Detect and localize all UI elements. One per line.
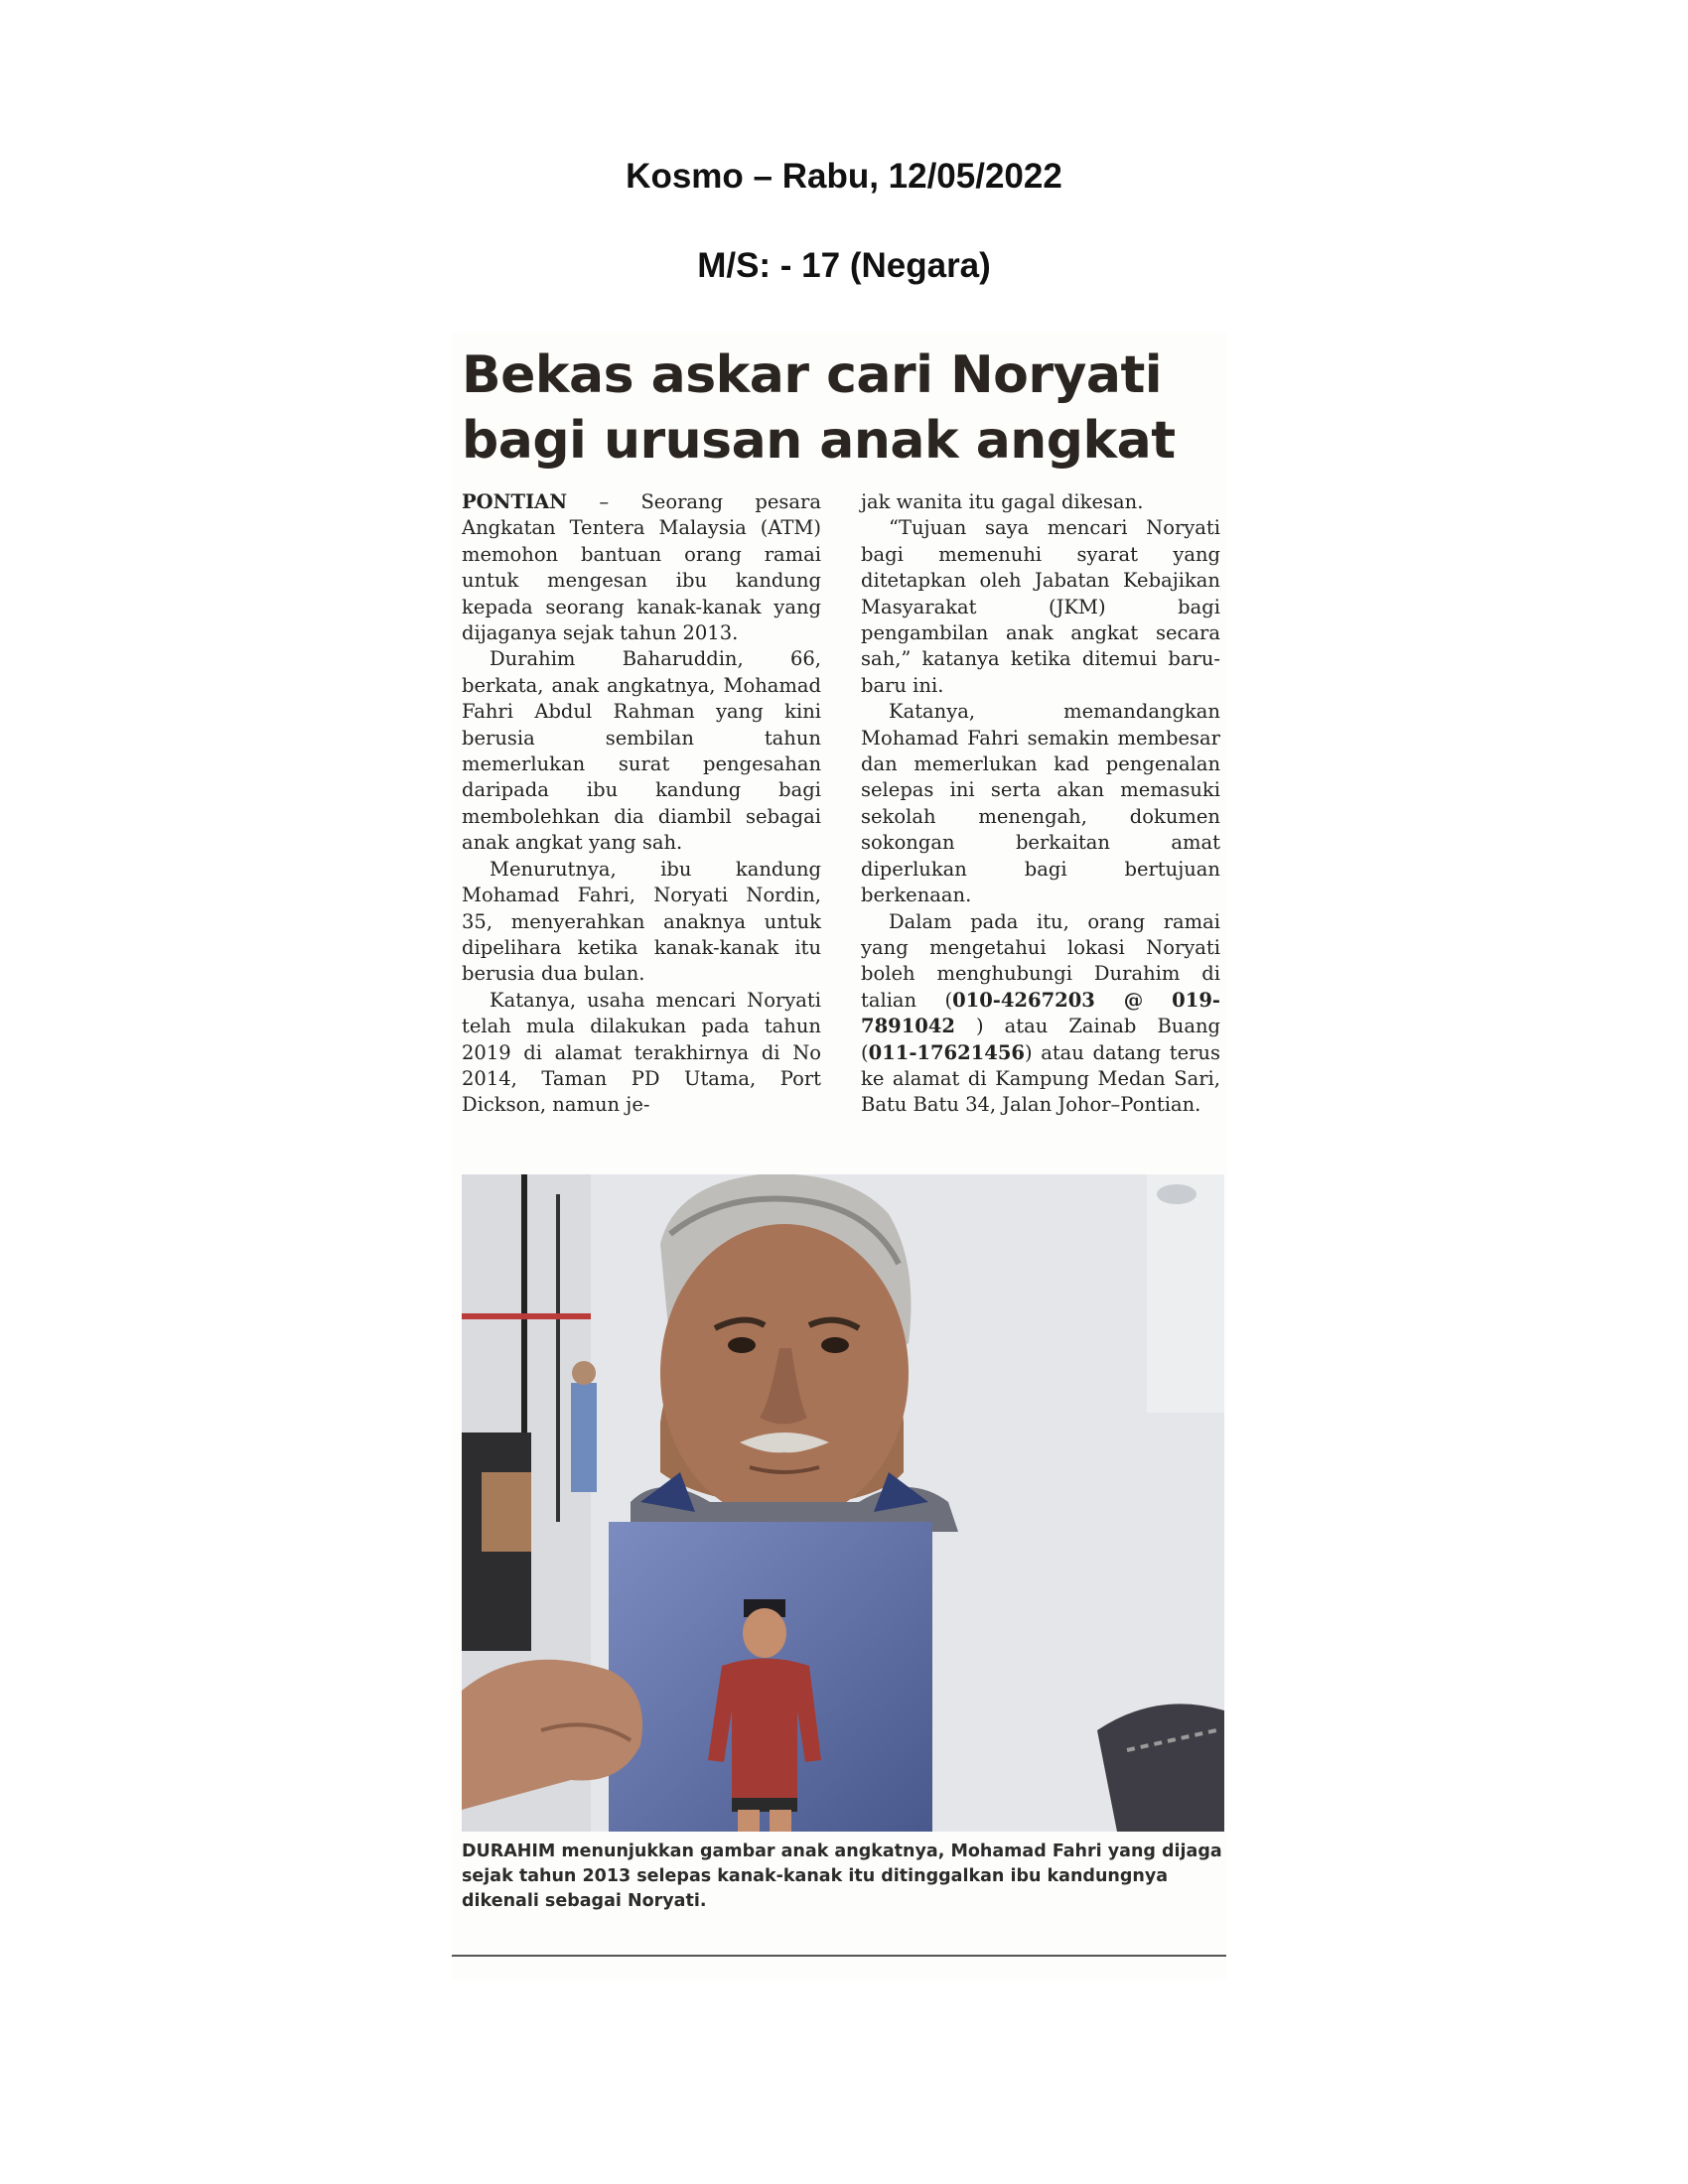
photo-caption [462, 1840, 1224, 1914]
caption-name: DURAHIM [462, 1842, 556, 1861]
paragraph: Katanya, memandangkan Mohamad Fahri semakin membesar dan memerlukan kad pengenalan selepas ini serta akan memasuki sekolah menengah, dokumen sokongan berkaitan amat diperlukan bagi bertujuan berkenaan. [861, 700, 1220, 907]
page-line: M/S: - 17 (Negara) [697, 246, 991, 285]
photo-illustration [462, 1174, 1224, 1832]
paragraph: “Tujuan saya mencari Noryati bagi memenuhi syarat yang ditetapkan oleh Jabatan Kebajikan Masyarakat (JKM) bagi pengambilan anak angkat secara sah,” katanya ketika ditemui baru-baru ini. [861, 516, 1220, 697]
paragraph [462, 489, 821, 646]
phone-number: 011-17621456 [868, 1040, 1025, 1064]
paragraph-text: – Seorang pesara Angkatan Tentera Malaysia (ATM) memohon bantuan orang ramai untuk mengesan ibu kandung kepada seorang kanak-kanak yang dijaganya sejak tahun 2013. [462, 490, 821, 645]
bottom-rule [452, 1955, 1226, 1957]
paragraph: Katanya, usaha mencari Noryati telah mula dilakukan pada tahun 2019 di alamat terakhirnya di No 2014, Taman PD Utama, Port Dickson, namun je- [462, 988, 821, 1117]
article-photo [462, 1174, 1224, 1832]
headline-line-2: bagi urusan anak angkat [462, 411, 1176, 471]
paragraph [861, 909, 1220, 1119]
phone-number: 010-4267203 @ 019-7891042 [861, 988, 1220, 1038]
paragraph: Durahim Baharuddin, 66, berkata, anak angkatnya, Mohamad Fahri Abdul Rahman yang kini berusia sembilan tahun memerlukan surat pengesahan daripada ibu kandung bagi membolehkan dia diambil sebagai anak angkat yang sah. [462, 647, 821, 855]
article-column-left [462, 489, 821, 1119]
paragraph-text: Dalam pada itu, orang ramai yang mengetahui lokasi Noryati boleh menghubungi Durahim di talian ( [861, 909, 1220, 1012]
newspaper-clipping [452, 333, 1226, 1980]
paragraph: Menurutnya, ibu kandung Mohamad Fahri, Noryati Nordin, 35, menyerahkan anaknya untuk dipelihara ketika kanak-kanak itu berusia dua bulan. [462, 857, 821, 986]
dateline: PONTIAN [462, 490, 568, 513]
publication-line: Kosmo – Rabu, 12/05/2022 [626, 157, 1062, 196]
headline [462, 342, 1226, 474]
paragraph-text: ) atau datang terus ke alamat di Kampung Medan Sari, Batu Batu 34, Jalan Johor–Pontian. [861, 1040, 1220, 1117]
caption-text: menunjukkan gambar anak angkatnya, Mohamad Fahri yang dijaga sejak tahun 2013 selepas kanak-kanak itu ditinggalkan ibu kandungnya dikenali sebagai Noryati. [462, 1842, 1222, 1911]
paragraph: jak wanita itu gagal dikesan. [861, 490, 1144, 513]
paragraph-text: ) atau Zainab Buang ( [861, 1015, 1220, 1064]
headline-line-1: Bekas askar cari Noryati [462, 345, 1163, 405]
article-column-right [861, 489, 1220, 1119]
